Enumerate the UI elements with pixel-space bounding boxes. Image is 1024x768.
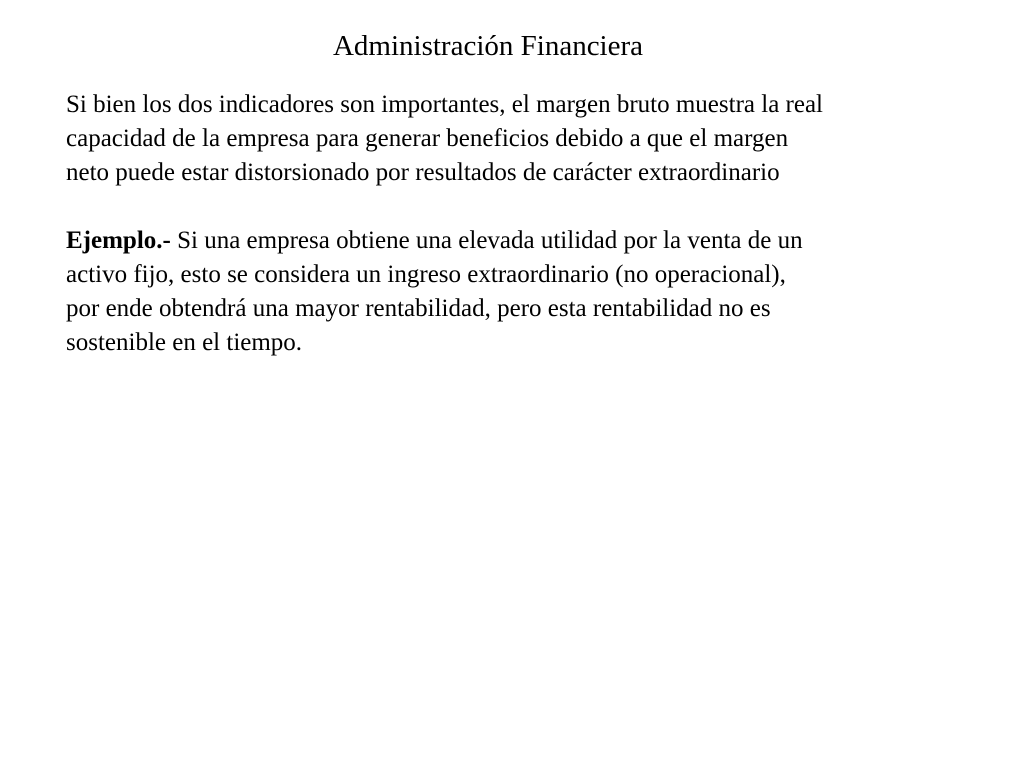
paragraph-example xyxy=(66,224,1016,360)
example-first-line-text: Si una empresa obtiene una elevada utilidad por la venta de un xyxy=(170,227,803,254)
paragraph-margin-comparison xyxy=(66,88,1016,190)
example-label: Ejemplo.- xyxy=(66,227,171,254)
slide-body xyxy=(66,88,1016,360)
example-first-line xyxy=(66,224,1016,258)
paragraph-line: Si bien los dos indicadores son importantes, el margen bruto muestra la real xyxy=(66,91,824,118)
slide-title: Administración Financiera xyxy=(332,30,644,62)
paragraph-line: por ende obtendrá una mayor rentabilidad, pero esta rentabilidad no es xyxy=(66,295,771,322)
paragraph-spacer xyxy=(66,190,1016,224)
paragraph-line: sostenible en el tiempo. xyxy=(66,329,303,356)
paragraph-line: neto puede estar distorsionado por resultados de carácter extraordinario xyxy=(66,159,780,186)
paragraph-line: capacidad de la empresa para generar beneficios debido a que el margen xyxy=(66,125,789,152)
paragraph-line: activo fijo, esto se considera un ingreso extraordinario (no operacional), xyxy=(66,261,786,288)
